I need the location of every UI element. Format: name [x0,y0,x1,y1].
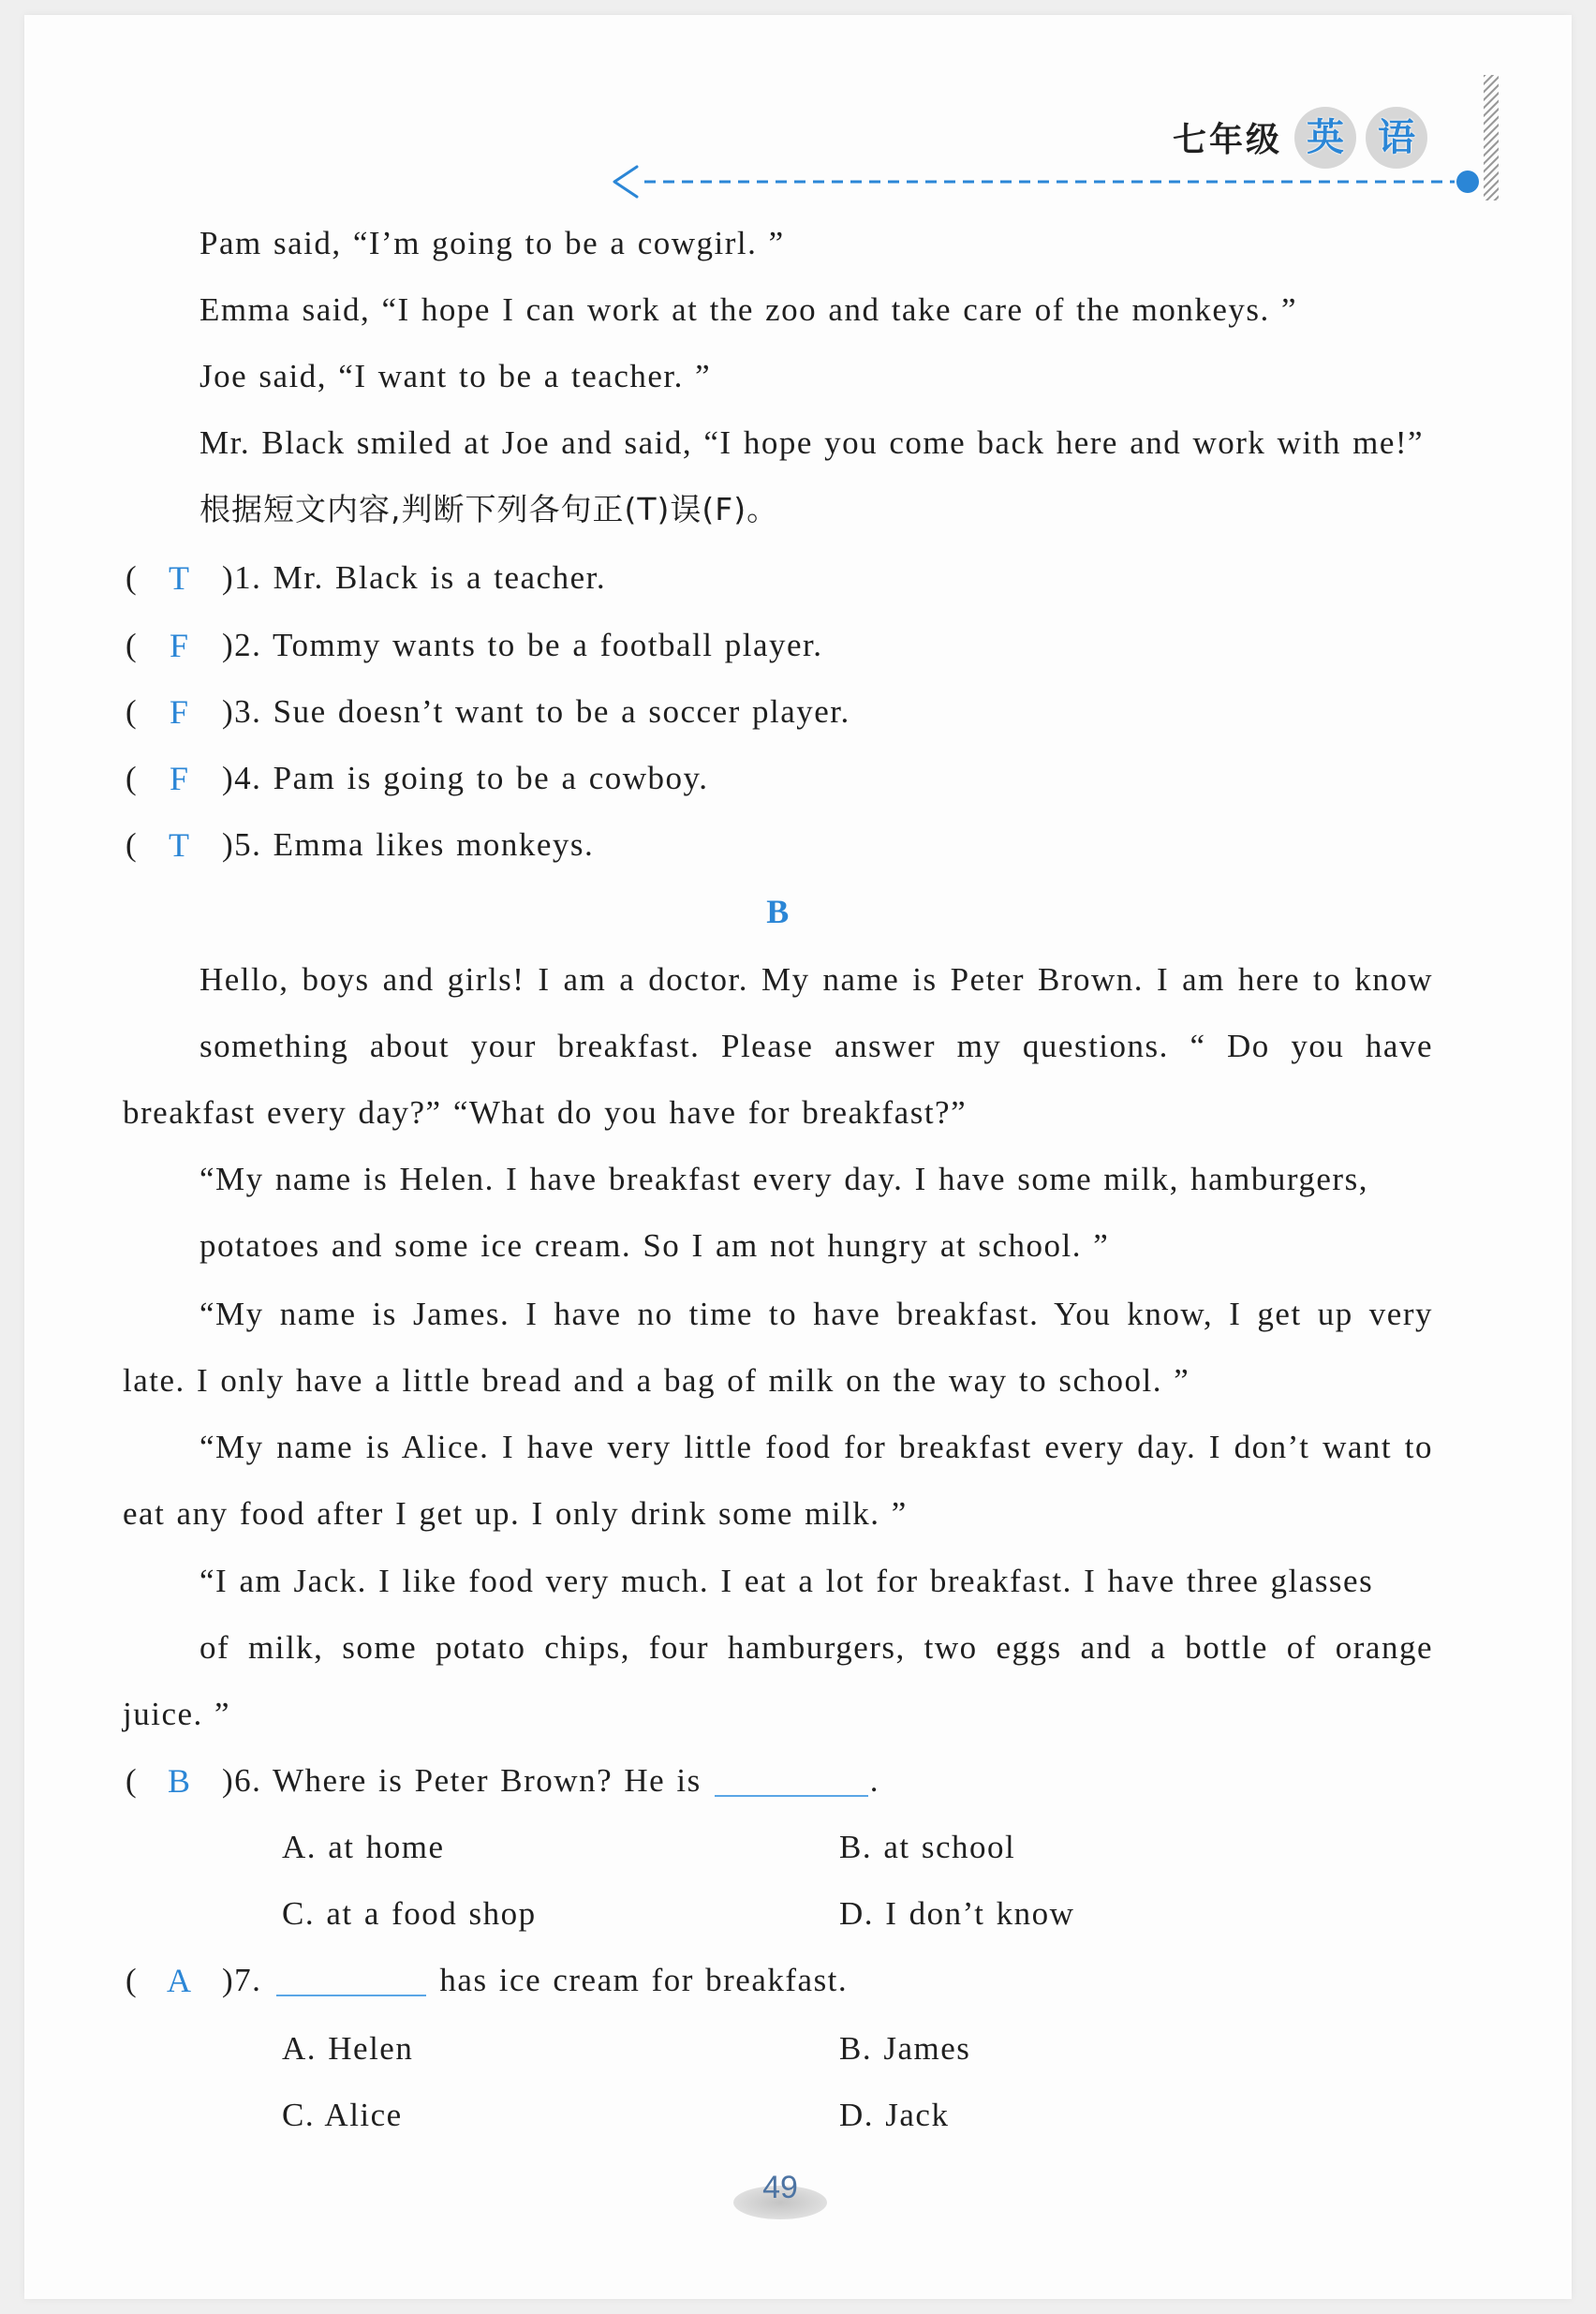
question-text: )4. Pam is going to be a cowboy. [222,760,709,796]
passage-a-line: Mr. Black smiled at Joe and said, “I hope you come back here and work with me!” [200,424,1425,461]
bracket-open: ( [126,760,139,796]
options-row [0,1824,1499,1871]
passage-b-line: “My name is Alice. I have very little food for breakfast every day. I don’t want to [200,1429,1433,1465]
tf-question [0,755,1499,802]
question-text: )1. Mr. Black is a teacher. [222,559,607,596]
option-a: A. at home [282,1829,445,1865]
answer-letter: A [167,1962,191,1999]
end-dot-icon [1456,171,1479,193]
instruction-text: 根据短文内容,判断下列各句正(T)误(F)。 [200,491,779,527]
answer-letter: B [167,1762,190,1800]
page-number: 49 [762,2170,798,2205]
answer-letter: F [169,760,189,797]
bracket-open: ( [126,826,139,863]
options-row [0,2092,1499,2139]
subject-char-1: 英 [1294,107,1356,169]
passage-b-line: eat any food after I get up. I only drink some milk. ” [123,1495,908,1532]
passage-b-line: “My name is James. I have no time to have breakfast. You know, I get up very [200,1296,1433,1332]
question-text: )6. Where is Peter Brown? He is [222,1762,702,1799]
option-b: B. James [839,2030,971,2067]
bracket-open: ( [126,627,139,663]
option-b: B. at school [839,1829,1016,1865]
answer-letter: T [169,559,189,597]
option-c: C. Alice [282,2097,403,2133]
passage-b-line: potatoes and some ice cream. So I am not hungry at school. ” [200,1227,1110,1264]
question-text: )7. [222,1962,262,1998]
passage-b-line: of milk, some potato chips, four hamburgers, two eggs and a bottle of orange [200,1629,1433,1666]
question-text: )5. Emma likes monkeys. [222,826,595,863]
tf-question [0,689,1499,735]
passage-b-line: something about your breakfast. Please answer my questions. “ Do you have [200,1028,1433,1064]
bracket-open: ( [126,559,139,596]
question-stem [222,1957,848,2004]
options-row [0,1891,1499,1937]
passage-a-line: Emma said, “I hope I can work at the zoo and take care of the monkeys. ” [200,291,1298,328]
question-stem [222,1758,879,1804]
question-text-end: has ice cream for breakfast. [439,1962,849,1998]
mc-question [0,1957,1499,2004]
question-text-end: . [869,1762,880,1799]
header-dashed-rule [599,159,1499,204]
answer-letter: T [169,826,189,864]
bracket-open: ( [126,693,139,730]
grade-label: 七年级 [1173,121,1283,159]
passage-a-line: Pam said, “I’m going to be a cowgirl. ” [200,225,785,261]
passage-b-line: Hello, boys and girls! I am a doctor. My name is Peter Brown. I am here to know [200,961,1433,998]
passage-b-line: “I am Jack. I like food very much. I eat a lot for breakfast. I have three glasses [200,1563,1374,1599]
options-row [0,2025,1499,2072]
option-c: C. at a food shop [282,1895,537,1932]
question-text: )3. Sue doesn’t want to be a soccer player. [222,693,850,730]
passage-b-line: juice. ” [123,1696,231,1732]
arrow-left-icon [614,167,637,197]
answer-blank [276,1961,426,1996]
option-a: A. Helen [282,2030,414,2067]
answer-letter: F [169,693,189,731]
passage-b-line: breakfast every day?” “What do you have for breakfast?” [123,1094,968,1131]
section-heading: B [766,893,791,930]
mc-question [0,1758,1499,1804]
option-d: D. Jack [839,2097,950,2133]
passage-b-line: late. I only have a little bread and a bag of milk on the way to school. ” [123,1362,1190,1399]
tf-question [0,555,1499,601]
bracket-open: ( [126,1762,139,1799]
tf-question [0,622,1499,669]
passage-b-line: “My name is Helen. I have breakfast every day. I have some milk, hamburgers, [200,1161,1368,1197]
bracket-open: ( [126,1962,139,1998]
hatched-edge-stripe [1484,75,1499,200]
tf-question [0,822,1499,868]
answer-letter: F [169,627,189,664]
subject-char-2: 语 [1366,107,1427,169]
passage-a-line: Joe said, “I want to be a teacher. ” [200,358,712,394]
question-text: )2. Tommy wants to be a football player. [222,627,823,663]
answer-blank [715,1761,868,1797]
option-d: D. I don’t know [839,1895,1075,1932]
